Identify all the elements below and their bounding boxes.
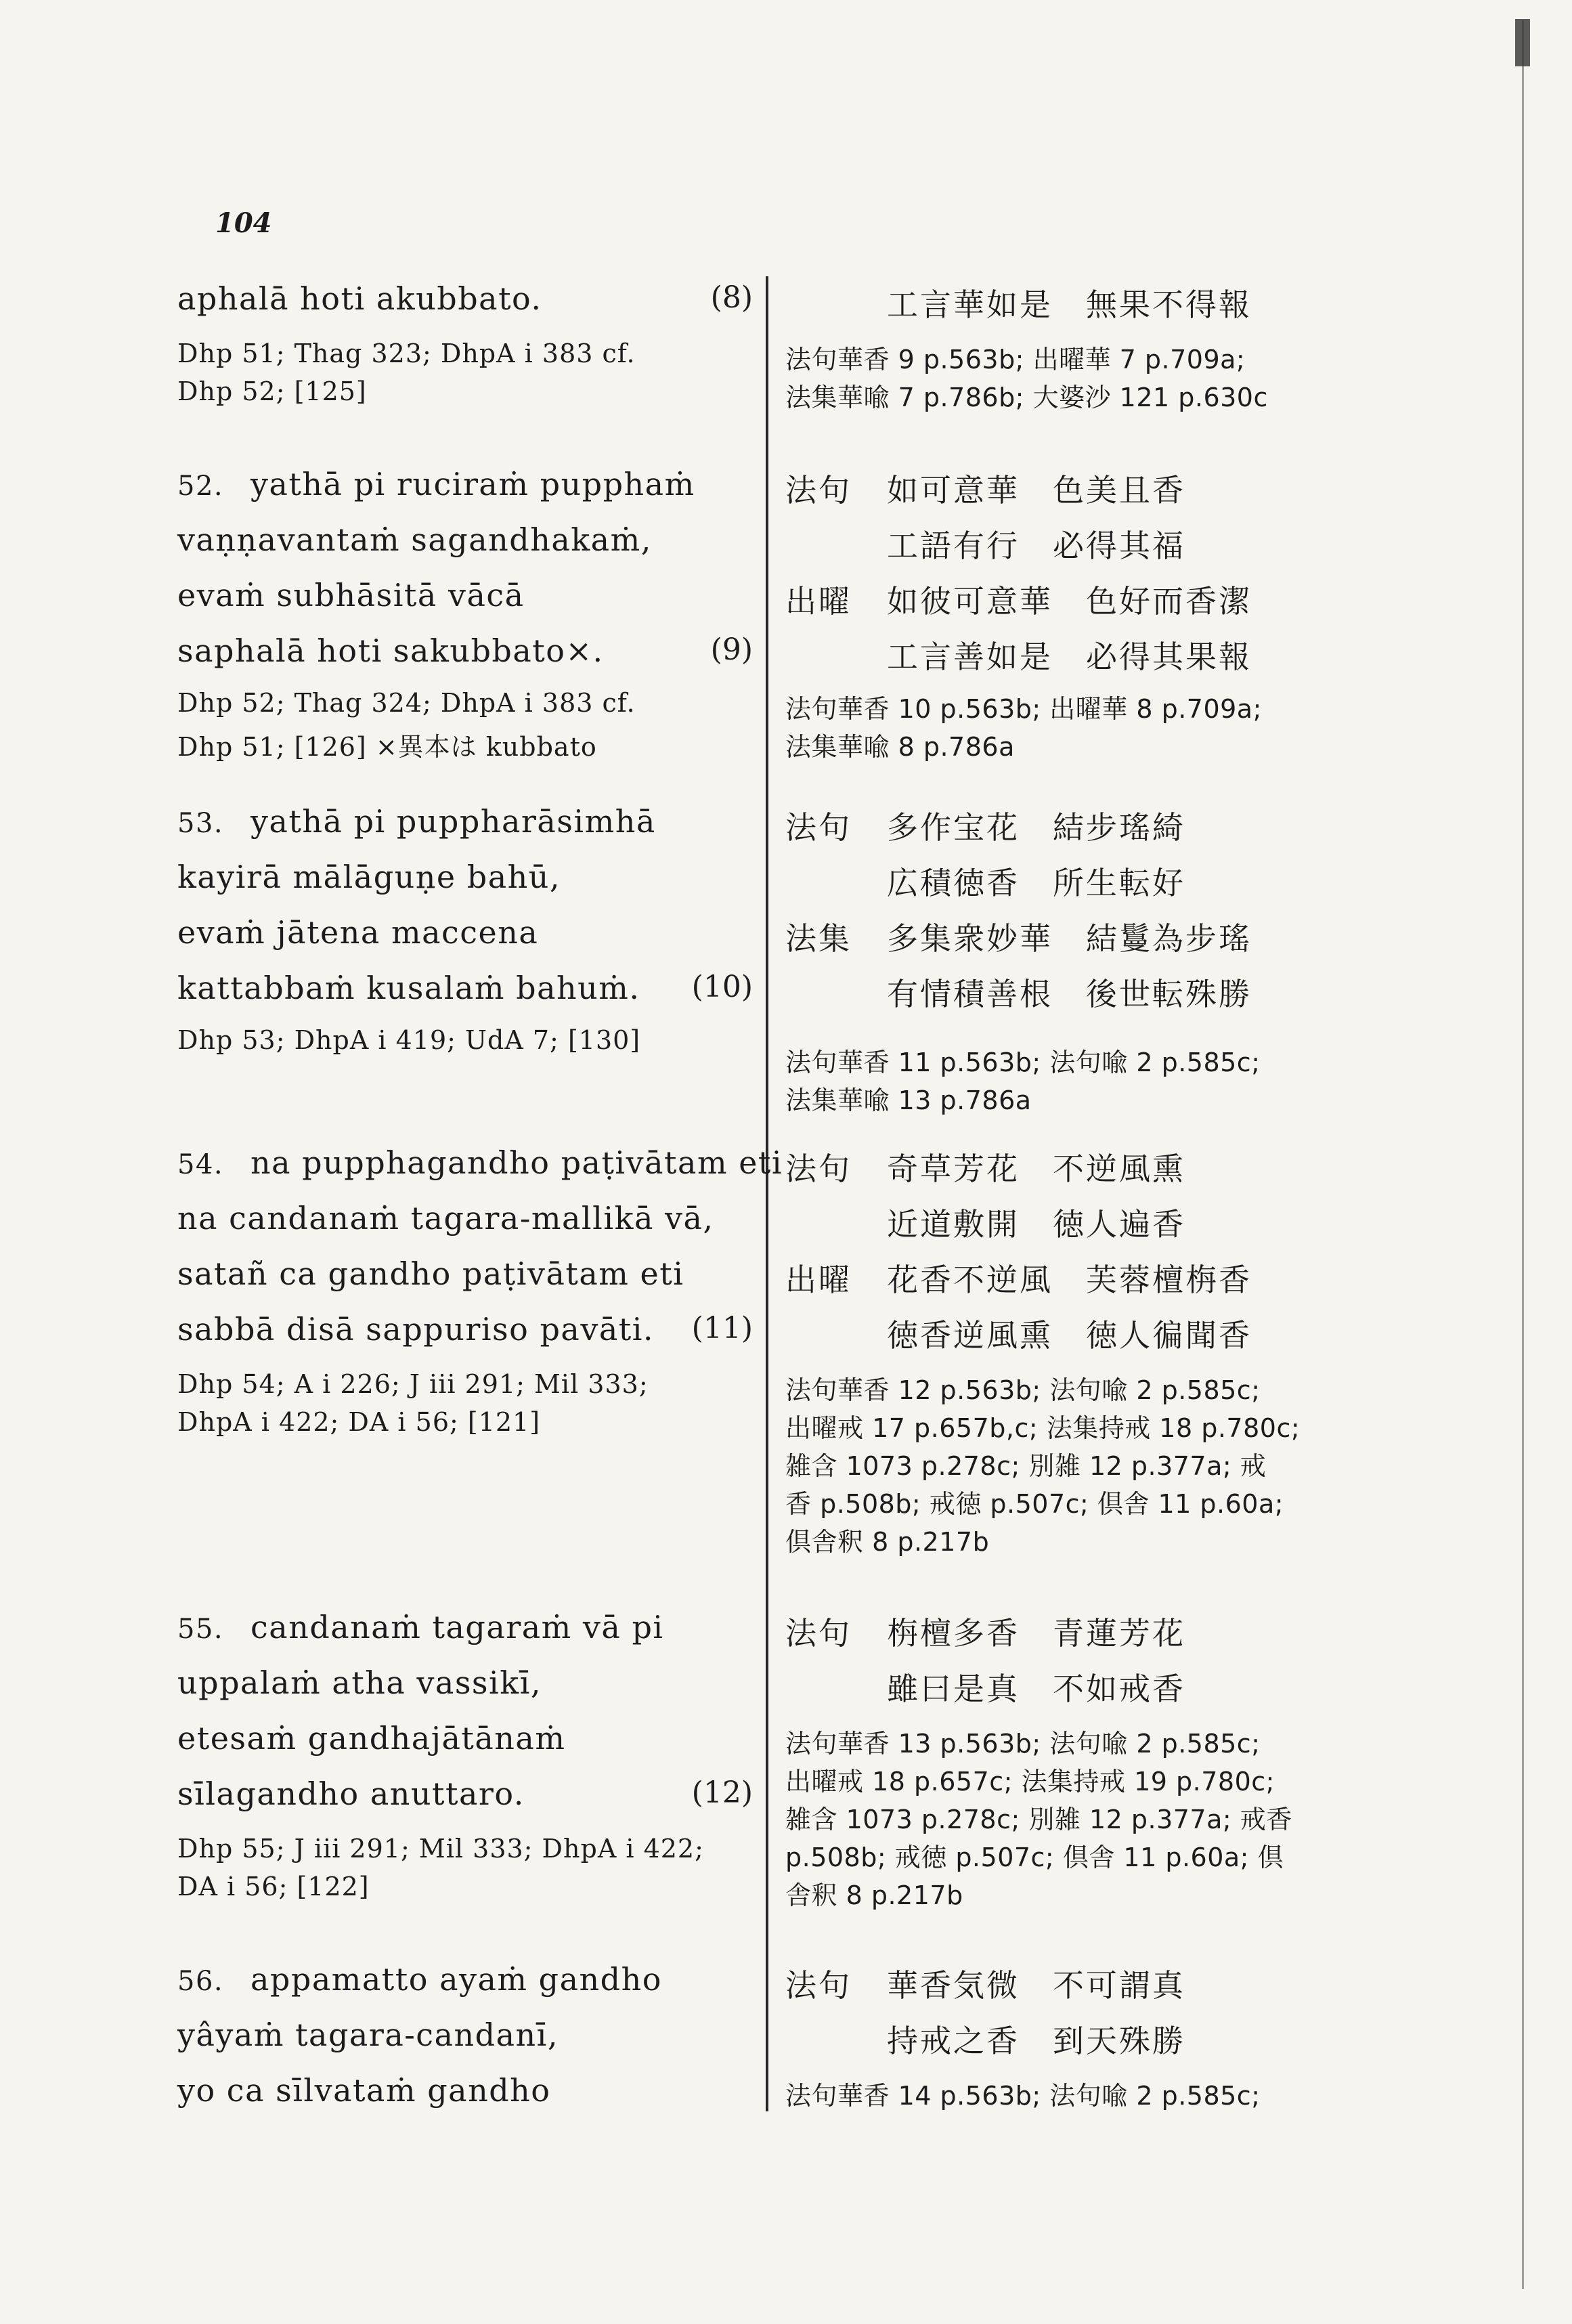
verse-number: (11)	[691, 1311, 753, 1346]
chinese-line	[785, 970, 1252, 1014]
pali-line: sīlagandho anuttaro.	[177, 1776, 525, 1812]
chinese-text: 多集衆妙華 結鬘為步瑤	[887, 920, 1252, 957]
reference-line: DA i 56; [122]	[177, 1872, 370, 1901]
chinese-line	[785, 1255, 1252, 1300]
pali-line: na candanaṁ tagara-mallikā vā,	[177, 1200, 714, 1236]
pali-line: yâyaṁ tagara-candanī,	[177, 2017, 559, 2053]
reference-line: Dhp 51; [126] ×異本は kubbato	[177, 732, 597, 762]
pali-line: uppalaṁ atha vassikī,	[177, 1664, 542, 1701]
chinese-text: 近道敷開 徳人遍香	[887, 1206, 1185, 1243]
chinese-text: 華香気微 不可謂真	[887, 1967, 1185, 2004]
page-number: 104	[215, 207, 272, 239]
chinese-text: 花香不逆風 芙蓉檀栴香	[887, 1262, 1252, 1298]
chinese-line	[785, 1664, 1185, 1709]
reference-line: 法句華香 11 p.563b; 法句喩 2 p.585c;	[785, 1048, 1261, 1077]
chinese-line	[785, 521, 1185, 566]
reference-line: 出曜戒 17 p.657b,c; 法集持戒 18 p.780c;	[785, 1413, 1301, 1443]
source-label: 法集	[785, 920, 852, 957]
pali-text: yathā pi ruciraṁ pupphaṁ	[250, 466, 695, 502]
pali-line: yo ca sīlvataṁ gandho	[177, 2072, 551, 2109]
chinese-line	[785, 1144, 1185, 1189]
reference-line: Dhp 51; Thag 323; DhpA i 383 cf.	[177, 339, 636, 368]
chinese-line	[785, 914, 1252, 959]
verse-index: 52.	[177, 471, 224, 502]
chinese-text: 持戒之香 到天殊勝	[887, 2023, 1185, 2059]
chinese-line	[785, 1311, 1252, 1356]
chinese-text: 栴檀多香 青蓮芳花	[887, 1615, 1185, 1652]
verse-52-line-1	[177, 466, 695, 502]
chinese-text: 工言善如是 必得其果報	[887, 639, 1252, 675]
reference-line: Dhp 53; DhpA i 419; UdA 7; [130]	[177, 1025, 641, 1055]
chinese-text: 有情積善根 後世転殊勝	[887, 976, 1252, 1012]
chinese-text: 如可意華 色美且香	[887, 472, 1185, 509]
chinese-line	[785, 1609, 1185, 1654]
reference-line: 法集華喩 7 p.786b; 大婆沙 121 p.630c	[785, 383, 1268, 412]
page-edge-shadow	[1522, 20, 1524, 2289]
source-label: 法句	[785, 1967, 852, 2004]
reference-line: 法句華香 10 p.563b; 出曜華 8 p.709a;	[785, 694, 1262, 724]
source-label: 出曜	[785, 1262, 852, 1298]
pali-line: evaṁ subhāsitā vācā	[177, 577, 525, 614]
reference-line: Dhp 55; J iii 291; Mil 333; DhpA i 422;	[177, 1834, 704, 1864]
pali-line: kayirā mālāguṇe bahū,	[177, 859, 561, 895]
chinese-text: 徳香逆風熏 徳人徧聞香	[887, 1317, 1252, 1354]
reference-line: 法集華喩 8 p.786a	[785, 732, 1015, 762]
chinese-text: 奇草芳花 不逆風熏	[887, 1150, 1185, 1187]
reference-line: 雑含 1073 p.278c; 別雑 12 p.377a; 戒	[785, 1451, 1267, 1481]
pali-line: satañ ca gandho paṭivātam eti	[177, 1255, 684, 1292]
chinese-line	[785, 2017, 1185, 2061]
reference-line: 法集華喩 13 p.786a	[785, 1085, 1032, 1115]
chinese-text: 広積徳香 所生転好	[887, 865, 1185, 901]
pali-text: yathā pi puppharāsimhā	[250, 803, 656, 840]
source-label: 出曜	[785, 583, 852, 620]
chinese-text: 工語有行 必得其福	[887, 528, 1185, 564]
verse-56-line-1	[177, 1961, 662, 1998]
verse-index: 53.	[177, 808, 224, 839]
chinese-line	[785, 466, 1185, 511]
pali-line: kattabbaṁ kusalaṁ bahuṁ.	[177, 970, 640, 1006]
verse-number: (10)	[691, 970, 753, 1004]
reference-line: p.508b; 戒徳 p.507c; 倶舎 11 p.60a; 倶	[785, 1843, 1284, 1872]
pali-line: sabbā disā sappuriso pavāti.	[177, 1311, 655, 1348]
page-edge-mark	[1515, 19, 1530, 66]
reference-line: 法句華香 9 p.563b; 出曜華 7 p.709a;	[785, 345, 1246, 374]
source-label: 法句	[785, 1615, 852, 1652]
reference-line: 法句華香 13 p.563b; 法句喩 2 p.585c;	[785, 1729, 1261, 1759]
reference-line: Dhp 52; [125]	[177, 376, 367, 406]
chinese-text: 多作宝花 結步瑤綺	[887, 809, 1185, 846]
pali-line: vaṇṇavantaṁ sagandhakaṁ,	[177, 521, 652, 558]
reference-line: 法句華香 12 p.563b; 法句喩 2 p.585c;	[785, 1375, 1261, 1405]
pali-line: evaṁ jātena maccena	[177, 914, 539, 951]
verse-index: 55.	[177, 1614, 224, 1645]
chinese-text: 如彼可意華 色好而香潔	[887, 583, 1252, 620]
pali-line: etesaṁ gandhajātānaṁ	[177, 1720, 566, 1757]
chinese-line	[785, 1961, 1185, 2006]
pali-text: na pupphagandho paṭivātam eti	[250, 1144, 783, 1181]
reference-line: 雑含 1073 p.278c; 別雑 12 p.377a; 戒香	[785, 1805, 1292, 1834]
verse-index: 56.	[177, 1966, 224, 1997]
chinese-line	[785, 632, 1252, 677]
chinese-text: 工言華如是 無果不得報	[887, 286, 1252, 323]
pali-line: saphalā hoti sakubbato×.	[177, 632, 604, 669]
reference-line: 法句華香 14 p.563b; 法句喩 2 p.585c;	[785, 2081, 1261, 2111]
chinese-line	[785, 859, 1185, 903]
reference-line: Dhp 52; Thag 324; DhpA i 383 cf.	[177, 688, 636, 718]
verse-53-line-1	[177, 803, 656, 840]
reference-line: DhpA i 422; DA i 56; [121]	[177, 1407, 541, 1437]
verse-54-line-1	[177, 1144, 783, 1181]
chinese-line	[785, 803, 1185, 848]
verse-index: 54.	[177, 1149, 224, 1180]
pali-text: appamatto ayaṁ gandho	[250, 1961, 662, 1998]
pali-line: aphalā hoti akubbato.	[177, 280, 542, 317]
column-divider	[766, 276, 768, 2111]
reference-line: Dhp 54; A i 226; J iii 291; Mil 333;	[177, 1369, 649, 1399]
pali-text: candanaṁ tagaraṁ vā pi	[250, 1609, 664, 1645]
source-label: 法句	[785, 809, 852, 846]
verse-number: (8)	[710, 280, 753, 315]
chinese-line	[785, 577, 1252, 622]
reference-line: 出曜戒 18 p.657c; 法集持戒 19 p.780c;	[785, 1767, 1275, 1796]
chinese-text: 雖曰是真 不如戒香	[887, 1671, 1185, 1707]
chinese-line	[785, 280, 1252, 325]
verse-55-line-1	[177, 1609, 664, 1645]
chinese-line	[785, 1200, 1185, 1245]
source-label: 法句	[785, 472, 852, 509]
reference-line: 舎釈 8 p.217b	[785, 1880, 963, 1910]
verse-number: (9)	[710, 632, 753, 667]
reference-line: 倶舎釈 8 p.217b	[785, 1527, 990, 1557]
reference-line: 香 p.508b; 戒徳 p.507c; 倶舎 11 p.60a;	[785, 1489, 1284, 1519]
verse-number: (12)	[691, 1776, 753, 1810]
source-label: 法句	[785, 1150, 852, 1187]
